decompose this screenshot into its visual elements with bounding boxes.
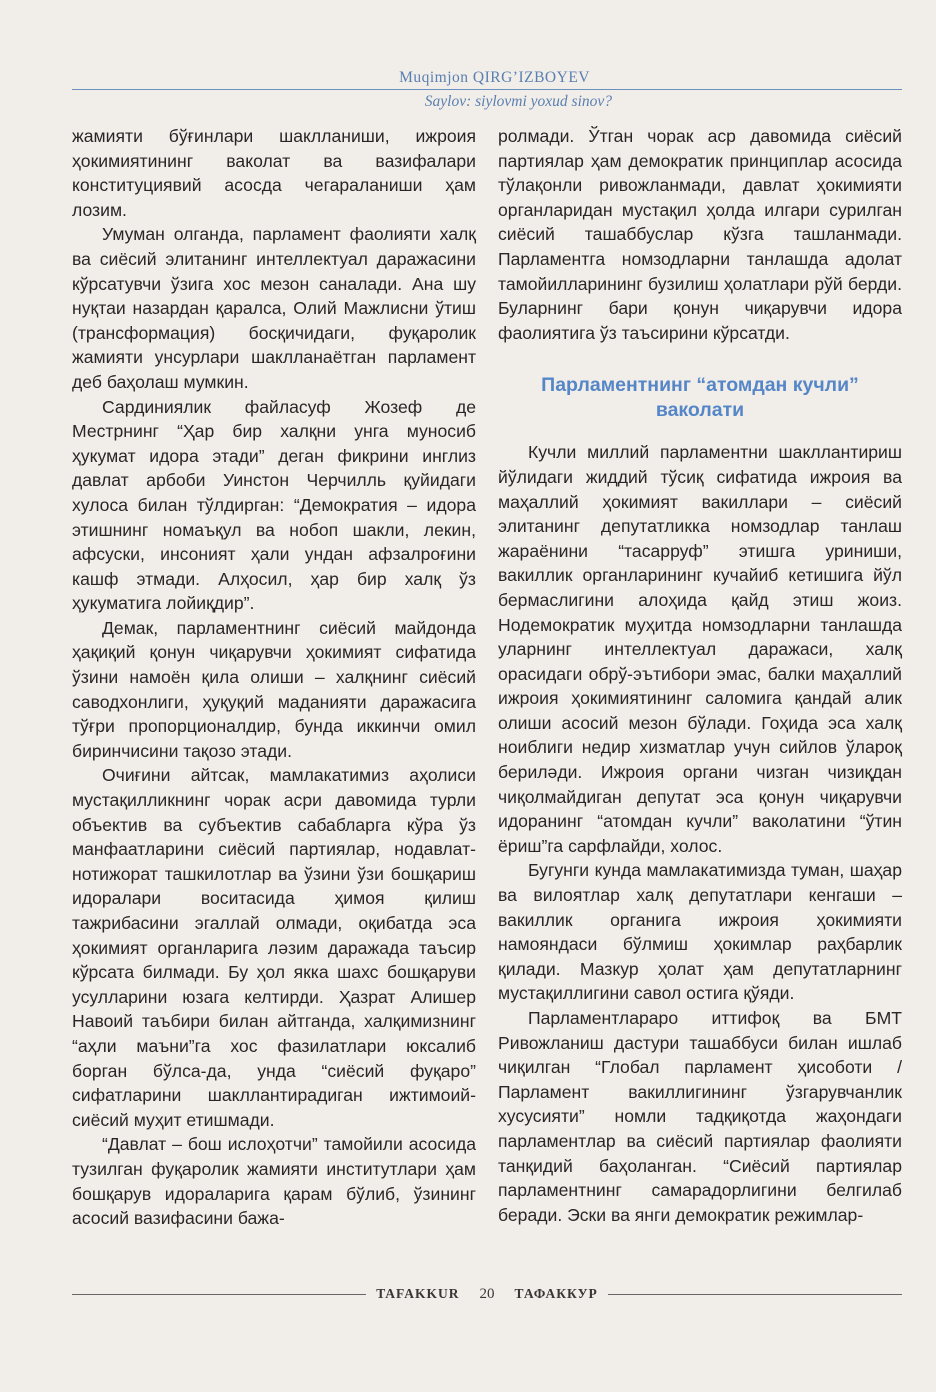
paragraph: “Давлат – бош ислоҳотчи” тамойили асосида тузилган фуқаролик жамияти институтлари ҳам бошқарув идораларига қарам бўлиб, ўзининг асосий вазифасини бажа-	[72, 1134, 476, 1229]
paragraph: Кучли миллий парламентни шакллантириш йўлидаги жиддий тўсиқ сифатида ижроия ва маҳаллий ҳокимият вакиллари – сиёсий элитанинг депутатликка номзодлар танлаш жараёнини “тасарруф” этишга уриниши, вакиллик органларининг кучайиб кетишига йўл бермаслигини алоҳида қайд этиш жоиз. Нодемократик муҳитда номзодларни танлашда уларнинг интеллектуал даражаси, халқ орасидаги обрў-эътибори эмас, балки маҳаллий ижроия ҳокимиятининг саломига қандай алик олиши асосий мезон бўлади. Гоҳида эса халқ ноиблиги недир хизматлар учун сийлов ўлароқ бериләди. Ижроия органи чизган чизиқдан чиқолмайдиган депутат эса қонун чиқарувчи идоранинг “атомдан кучли” ваколатини “ўтин ёриш”га сарфлайди, холос.	[498, 442, 902, 856]
footer-rule-right	[608, 1294, 902, 1295]
paragraph: Бугунги кунда мамлакатимизда туман, шаҳар ва вилоятлар халқ депутатлари кенгаши – вакиллик органига ижроия ҳокимияти намояндаси бўлмиш ҳокимлар раҳбарлик қилади. Мазкур ҳолат ҳам депутатларнинг мустақиллигини савол остига қўяди.	[498, 860, 902, 1004]
article-title: Saylov: siylovmi yoxud sinov?	[424, 93, 612, 110]
section-heading-line: ваколати	[655, 399, 745, 422]
paragraph: жамияти бўғинлари шаклланиши, ижроия ҳокимиятининг ваколат ва вазифалари конституциявий асосда чегараланиши ҳам лозим.	[72, 126, 476, 220]
masthead-cyrillic: ТАФАККУР	[514, 1286, 598, 1301]
right-column	[498, 124, 902, 1227]
section-heading-line: Парламентнинг “атомдан кучли”	[541, 374, 859, 397]
paragraph: Парламентлараро иттифоқ ва БМТ Ривожланиш дастури ташаббуси билан ишлаб чиқилган “Глобал парламент ҳисоботи / Парламент вакиллигининг ўзгарувчанлик хусусияти” номли тадқиқотда жаҳондаги парламентлар ва сиёсий партиялар фаолияти танқидий баҳоланган. “Сиёсий партиялар парламентнинг самарадорлигини белгилаб беради. Эски ва янги демократик режимлар-	[498, 1008, 902, 1225]
paragraph: Демак, парламентнинг сиёсий майдонда ҳақиқий қонун чиқарувчи ҳокимият сифатида ўзини намоён қила олиши – халқнинг сиёсий саводхонлиги, ҳуқуқий маданияти даражасига тўғри пропорционалдир, бунда иккинчи омил биринчисини тақозо этади.	[72, 617, 476, 761]
section-heading	[498, 373, 902, 423]
footer-rule-left	[72, 1294, 366, 1295]
left-column	[72, 124, 476, 1231]
page-footer	[72, 1284, 902, 1304]
paragraph: Очиғини айтсак, мамлакатимиз аҳолиси мустақилликнинг чорак асри давомида турли объектив ва субъектив сабабларга кўра ўз манфаатларини сиёсий партиялар, нодавлат-нотижорат ташкилотлар ва ўзини ўзи бошқариш идоралари воситасида ҳимоя қилиш тажрибасини эгаллай олмади, оқибатда эса ҳокимият органларига ләзим даражада таъсир кўрсата билмади. Бу ҳол якка шахс бошқаруви усулларини юзага келтирди. Ҳазрат Алишер Навоий таъбири билан айтганда, халқимизнинг “аҳли маъни”га хос фазилатлари юксалиб борган бўлса-да, унда “сиёсий фуқаро” сифатларини шакллантирадиган ижтимоий-сиёсий муҳит етишмади.	[72, 765, 476, 1130]
page-number: 20	[479, 1285, 495, 1302]
paragraph: ролмади. Ўтган чорак аср давомида сиёсий партиялар ҳам демократик принциплар асосида тўлақонли ривожланмади, давлат ҳокимияти органларидан мустақил ҳолда илгари сурилган сиёсий ташаббуслар кўзга ташланмади. Парламентга номзодларни танлашда адолат тамойилларининг бузилиш ҳолатлари рўй берди. Буларнинг бари қонун чиқарувчи идора фаолиятига ўз таъсирини кўрсатди.	[498, 126, 902, 343]
header-rule	[72, 89, 902, 90]
masthead-latin: TAFAKKUR	[376, 1286, 460, 1301]
author-name: Muqimjon QIRG’IZBOYEV	[399, 69, 590, 86]
running-header	[72, 68, 902, 112]
paragraph: Сардиниялик файласуф Жозеф де Местрнинг “Ҳар бир халқни унга муносиб ҳукумат идора этади” деган фикрини инглиз давлат арбоби Уинстон Черчилль қуйидаги хулоса билан тўлдирган: “Демократия – идора этишнинг номаъқул ва нобоп шакли, лекин, афсуски, инсоният ҳали ундан афзалроғини кашф этмади. Алҳосил, ҳар бир халқ ўз ҳукуматига лойиқдир”.	[72, 396, 476, 614]
paragraph: Умуман олганда, парламент фаолияти халқ ва сиёсий элитанинг интеллектуал даражасини кўрсатувчи ўзига хос мезон саналади. Ана шу нуқтаи назардан қаралса, Олий Мажлисни ўтиш (трансформация) босқичидаги, фуқаролик жамияти унсурлари шаклланаётган парламент деб баҳолаш мумкин.	[72, 224, 476, 392]
